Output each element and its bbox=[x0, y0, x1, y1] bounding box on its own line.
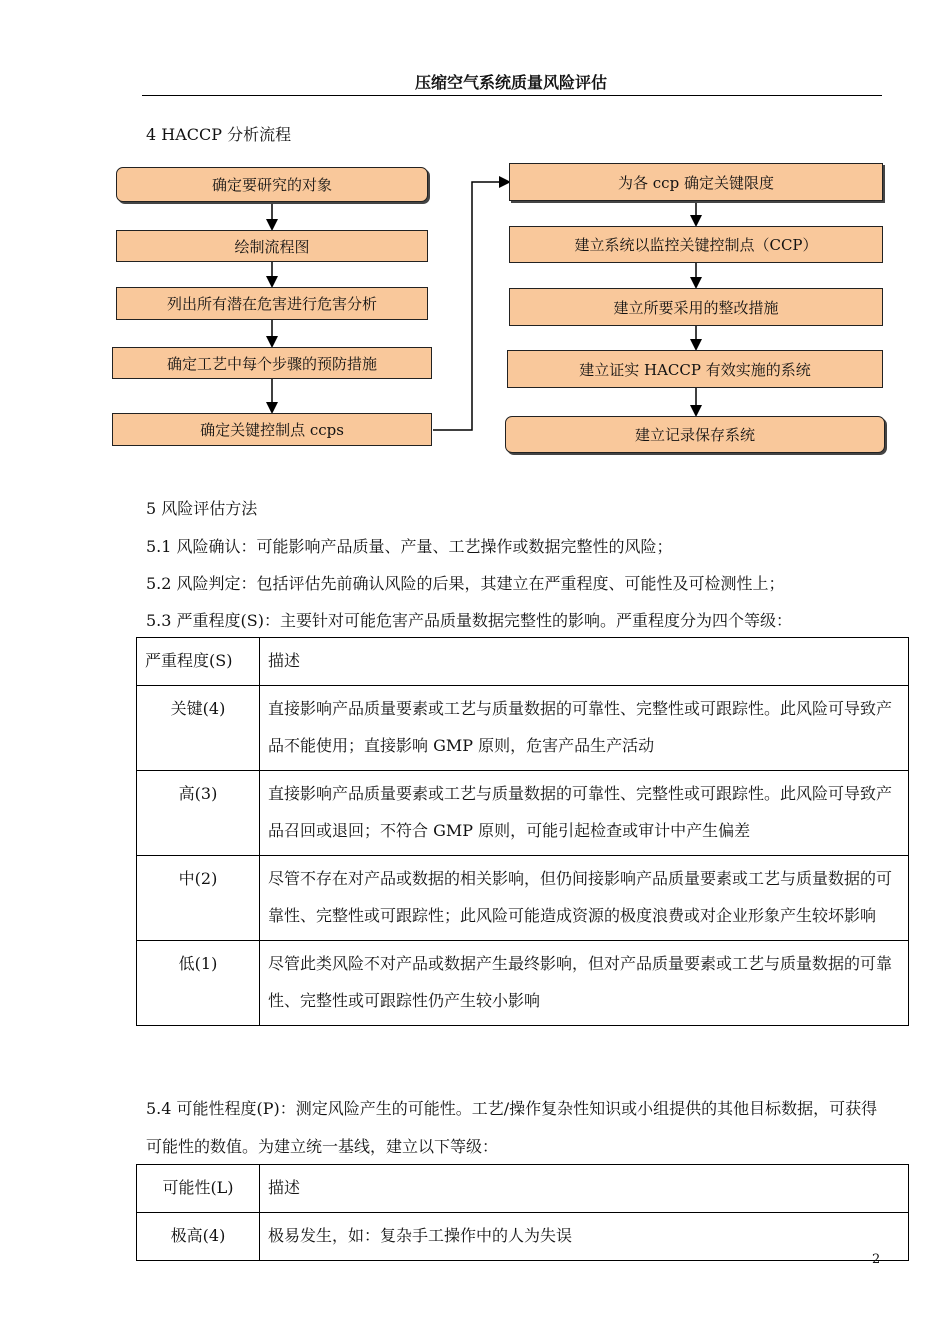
flow-step-right-5: 建立记录保存系统 bbox=[505, 416, 885, 453]
table-header-cell: 可能性(L) bbox=[137, 1165, 260, 1213]
page-number: 2 bbox=[872, 1252, 881, 1267]
table-row bbox=[137, 941, 909, 1026]
table-header-row bbox=[137, 1165, 909, 1213]
flow-step-left-5: 确定关键控制点 ccps bbox=[112, 413, 432, 446]
severity-description-cell: 直接影响产品质量要素或工艺与质量数据的可靠性、完整性或可跟踪性。此风险可导致产品召回或退回；不符合 GMP 原则，可能引起检查或审计中产生偏差 bbox=[260, 771, 909, 856]
likelihood-table bbox=[136, 1164, 909, 1261]
severity-description-cell: 直接影响产品质量要素或工艺与质量数据的可靠性、完整性或可跟踪性。此风险可导致产品不能使用；直接影响 GMP 原则，危害产品生产活动 bbox=[260, 686, 909, 771]
paragraph-5-4: 5.4 可能性程度(P)：测定风险产生的可能性。工艺/操作复杂性知识或小组提供的其他目标数据，可获得可能性的数值。为建立统一基线，建立以下等级： bbox=[146, 1099, 878, 1156]
paragraph-5-1: 5.1 风险确认：可能影响产品质量、产量、工艺操作或数据完整性的风险； bbox=[146, 537, 673, 556]
table-row bbox=[137, 686, 909, 771]
table-header-cell: 描述 bbox=[260, 638, 909, 686]
severity-level-cell: 关键(4) bbox=[137, 686, 260, 771]
flow-step-right-3: 建立所要采用的整改措施 bbox=[509, 288, 883, 326]
severity-table bbox=[136, 637, 909, 1026]
document-header-title: 压缩空气系统质量风险评估 bbox=[414, 73, 607, 92]
table-header-row bbox=[137, 638, 909, 686]
flow-step-left-3: 列出所有潜在危害进行危害分析 bbox=[116, 287, 428, 320]
flow-step-right-2: 建立系统以监控关键控制点（CCP） bbox=[509, 226, 883, 263]
table-header-cell: 严重程度(S) bbox=[137, 638, 260, 686]
table-row bbox=[137, 856, 909, 941]
severity-description-cell: 尽管此类风险不对产品或数据产生最终影响，但对产品质量要素或工艺与质量数据的可靠性、完整性或可跟踪性仍产生较小影响 bbox=[260, 941, 909, 1026]
table-row bbox=[137, 1213, 909, 1261]
likelihood-level-cell: 极高(4) bbox=[137, 1213, 260, 1261]
severity-level-cell: 低(1) bbox=[137, 941, 260, 1026]
section-4-heading: 4 HACCP 分析流程 bbox=[146, 125, 292, 144]
flow-step-right-4: 建立证实 HACCP 有效实施的系统 bbox=[507, 350, 883, 388]
severity-description-cell: 尽管不存在对产品或数据的相关影响，但仍间接影响产品质量要素或工艺与质量数据的可靠性、完整性或可跟踪性；此风险可能造成资源的极度浪费或对企业形象产生较坏影响 bbox=[260, 856, 909, 941]
likelihood-description-cell: 极易发生，如：复杂手工操作中的人为失误 bbox=[260, 1213, 909, 1261]
section-5-heading: 5 风险评估方法 bbox=[146, 499, 258, 518]
flow-step-left-1: 确定要研究的对象 bbox=[116, 167, 428, 202]
paragraph-5-3: 5.3 严重程度(S)：主要针对可能危害产品质量数据完整性的影响。严重程度分为四个等级： bbox=[146, 611, 792, 630]
severity-level-cell: 高(3) bbox=[137, 771, 260, 856]
flow-step-right-1: 为各 ccp 确定关键限度 bbox=[509, 163, 883, 201]
table-header-cell: 描述 bbox=[260, 1165, 909, 1213]
table-row bbox=[137, 771, 909, 856]
severity-level-cell: 中(2) bbox=[137, 856, 260, 941]
arrow-connector-to-right bbox=[433, 182, 508, 430]
flow-step-left-2: 绘制流程图 bbox=[116, 230, 428, 262]
flow-step-left-4: 确定工艺中每个步骤的预防措施 bbox=[112, 347, 432, 379]
paragraph-5-2: 5.2 风险判定：包括评估先前确认风险的后果，其建立在严重程度、可能性及可检测性上； bbox=[146, 574, 785, 593]
